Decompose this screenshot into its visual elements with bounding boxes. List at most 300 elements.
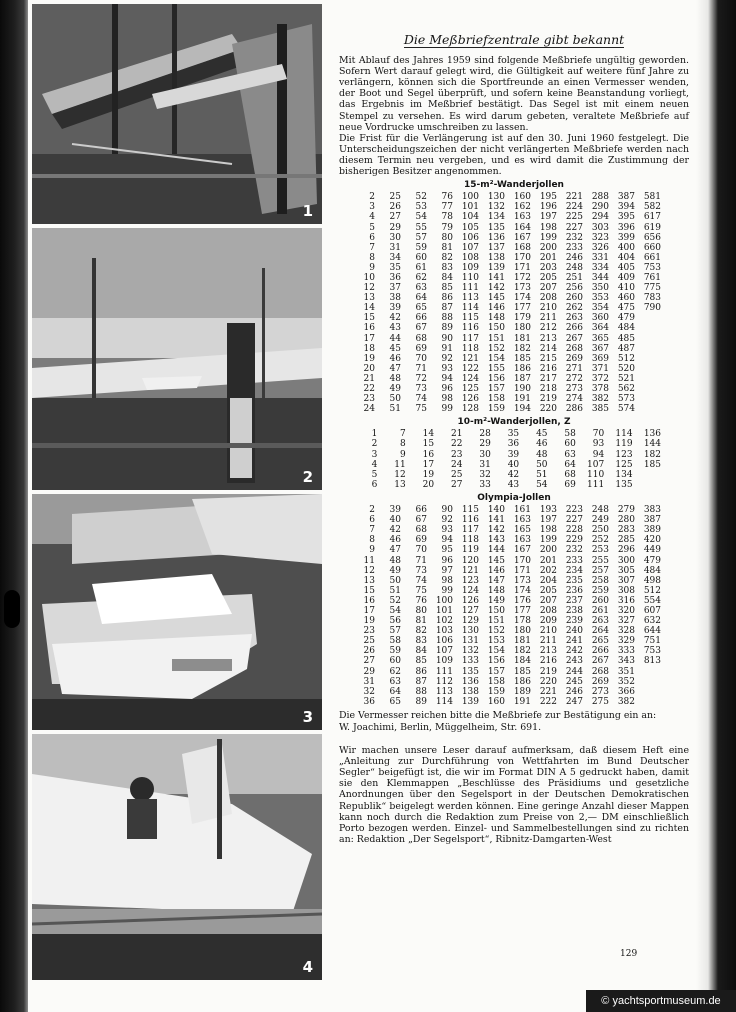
table-cell: 162 bbox=[513, 202, 531, 213]
table-cell: 157 bbox=[487, 666, 505, 677]
table-cell: 185 bbox=[513, 353, 531, 364]
table-cell: 6 bbox=[371, 479, 378, 490]
table-cell: 21 bbox=[450, 429, 463, 440]
table-cell: 259 bbox=[591, 585, 609, 596]
table-cell: 581 bbox=[643, 192, 661, 203]
table-cell: 127 bbox=[461, 605, 479, 616]
table-cell: 12 bbox=[363, 565, 375, 576]
table-cell: 498 bbox=[643, 575, 661, 586]
table-cell: 2 bbox=[369, 192, 375, 203]
table-cell: 193 bbox=[539, 505, 557, 516]
table-cell: 110 bbox=[587, 469, 605, 480]
table-row bbox=[349, 697, 661, 707]
table-cell: 131 bbox=[461, 636, 479, 647]
table-cell: 255 bbox=[591, 555, 609, 566]
table-cell: 271 bbox=[565, 363, 583, 374]
table-cell bbox=[633, 480, 661, 490]
table-cell bbox=[635, 344, 661, 354]
table-cell: 50 bbox=[389, 575, 401, 586]
table-cell: 174 bbox=[513, 585, 531, 596]
table-cell: 460 bbox=[617, 293, 635, 304]
table-cell: 63 bbox=[415, 283, 427, 294]
table-cell: 100 bbox=[435, 595, 453, 606]
table-row bbox=[349, 677, 661, 687]
table-cell: 148 bbox=[487, 585, 505, 596]
table-cell: 63 bbox=[564, 449, 576, 460]
table-cell: 171 bbox=[513, 262, 531, 273]
table-cell: 165 bbox=[513, 525, 531, 536]
table-cell: 60 bbox=[389, 656, 401, 667]
table-cell: 92 bbox=[441, 353, 453, 364]
table-cell: 660 bbox=[643, 242, 661, 253]
photo-2-image bbox=[32, 228, 322, 490]
table-cell: 24 bbox=[450, 459, 463, 470]
table-cell: 366 bbox=[617, 686, 635, 697]
table-cell: 92 bbox=[441, 515, 453, 526]
table-cell: 177 bbox=[513, 303, 531, 314]
table-cell: 16 bbox=[363, 323, 375, 334]
table-cell: 409 bbox=[617, 272, 635, 283]
table-row bbox=[349, 354, 661, 364]
table-cell: 240 bbox=[565, 626, 583, 637]
table-cell: 4 bbox=[369, 212, 375, 223]
table-cell: 35 bbox=[389, 262, 401, 273]
table-cell: 248 bbox=[565, 262, 583, 273]
table-cell: 205 bbox=[539, 585, 557, 596]
table-cell: 173 bbox=[513, 575, 531, 586]
table-cell: 186 bbox=[513, 676, 531, 687]
table-cell: 484 bbox=[617, 323, 635, 334]
table-cell: 69 bbox=[415, 535, 427, 546]
table-cell: 94 bbox=[441, 373, 453, 384]
table-cell: 36 bbox=[507, 439, 520, 450]
table-cell: 26 bbox=[363, 646, 375, 657]
table-cell: 139 bbox=[461, 696, 479, 707]
table-cell: 196 bbox=[539, 202, 557, 213]
table-cell: 29 bbox=[389, 222, 401, 233]
page-edge-shadow bbox=[696, 0, 736, 1012]
table-cell: 360 bbox=[591, 313, 609, 324]
table-cell: 383 bbox=[643, 505, 661, 516]
table-cell: 12 bbox=[394, 469, 406, 480]
table-cell: 133 bbox=[461, 656, 479, 667]
table-cell: 154 bbox=[487, 646, 505, 657]
table-cell: 214 bbox=[539, 343, 557, 354]
table-cell: 47 bbox=[389, 363, 401, 374]
table-cell: 112 bbox=[435, 676, 453, 687]
table-cell: 9 bbox=[369, 262, 375, 273]
table-cell: 163 bbox=[513, 515, 531, 526]
table-cell: 7 bbox=[369, 242, 375, 253]
table-row bbox=[349, 293, 661, 303]
table-cell: 115 bbox=[461, 505, 479, 516]
table-cell: 75 bbox=[415, 404, 427, 415]
table-cell: 135 bbox=[615, 479, 633, 490]
table-cell: 280 bbox=[617, 515, 635, 526]
table-cell: 307 bbox=[617, 575, 635, 586]
table-cell: 225 bbox=[565, 212, 583, 223]
table-cell: 326 bbox=[591, 242, 609, 253]
table-cell: 484 bbox=[643, 565, 661, 576]
table-cell: 35 bbox=[507, 429, 520, 440]
table-cell: 51 bbox=[389, 585, 401, 596]
table-cell: 93 bbox=[441, 525, 453, 536]
table-cell: 39 bbox=[507, 449, 520, 460]
table-cell: 57 bbox=[389, 626, 401, 637]
table-cell: 1 bbox=[371, 429, 378, 440]
table-cell: 70 bbox=[415, 353, 427, 364]
table-cell: 130 bbox=[487, 192, 505, 203]
table-cell: 138 bbox=[461, 686, 479, 697]
table-cell: 49 bbox=[389, 565, 401, 576]
table-cell: 18 bbox=[363, 343, 375, 354]
table-cell bbox=[635, 334, 661, 344]
table-row bbox=[349, 566, 661, 576]
table-cell: 64 bbox=[415, 293, 427, 304]
table-cell: 141 bbox=[487, 515, 505, 526]
table-cell: 145 bbox=[487, 293, 505, 304]
table-cell: 479 bbox=[643, 555, 661, 566]
table-cell: 751 bbox=[643, 636, 661, 647]
table-cell: 45 bbox=[536, 429, 548, 440]
table-cell: 16 bbox=[422, 449, 435, 460]
table-cell: 186 bbox=[513, 363, 531, 374]
table-cell: 123 bbox=[615, 449, 633, 460]
table-cell: 118 bbox=[461, 535, 479, 546]
table-cell: 81 bbox=[415, 616, 427, 627]
table-cell: 264 bbox=[591, 626, 609, 637]
table-cell: 157 bbox=[487, 384, 505, 394]
table-row bbox=[349, 687, 661, 697]
table-cell: 371 bbox=[591, 363, 609, 374]
table-cell: 296 bbox=[617, 545, 635, 556]
table-cell: 62 bbox=[415, 272, 427, 283]
table-cell: 161 bbox=[513, 505, 531, 516]
table-cell: 239 bbox=[565, 616, 583, 627]
table-cell: 244 bbox=[565, 666, 583, 677]
table-cell: 110 bbox=[461, 272, 479, 283]
table-cell: 167 bbox=[513, 232, 531, 243]
table-cell: 219 bbox=[539, 394, 557, 405]
table-cell: 251 bbox=[565, 272, 583, 283]
table-cell: 146 bbox=[487, 565, 505, 576]
table-cell: 141 bbox=[487, 272, 505, 283]
table-cell: 15 bbox=[422, 439, 435, 450]
table-cell: 30 bbox=[479, 449, 491, 460]
table-cell: 395 bbox=[617, 212, 635, 223]
table-cell: 107 bbox=[461, 242, 479, 253]
table-cell: 54 bbox=[536, 479, 548, 490]
table-cell: 69 bbox=[564, 479, 576, 490]
table-cell: 68 bbox=[415, 525, 427, 536]
table-cell bbox=[635, 313, 661, 323]
table-cell: 52 bbox=[389, 595, 401, 606]
table-cell: 285 bbox=[617, 535, 635, 546]
table-cell: 331 bbox=[591, 252, 609, 263]
table-cell: 775 bbox=[643, 283, 661, 294]
table-cell: 109 bbox=[435, 656, 453, 667]
table-row bbox=[349, 586, 661, 596]
table-cell: 7 bbox=[369, 525, 375, 536]
table-cell: 350 bbox=[591, 283, 609, 294]
photo-3-image bbox=[32, 494, 322, 730]
table-cell: 250 bbox=[591, 525, 609, 536]
table-row bbox=[349, 384, 661, 394]
table-cell: 142 bbox=[487, 525, 505, 536]
table-cell: 205 bbox=[539, 272, 557, 283]
table-cell: 154 bbox=[487, 353, 505, 364]
table-cell: 207 bbox=[539, 595, 557, 606]
table-cell: 211 bbox=[539, 313, 557, 324]
table-cell: 27 bbox=[363, 656, 375, 667]
table-cell: 191 bbox=[513, 394, 531, 405]
table-cell: 273 bbox=[565, 384, 583, 394]
table-cell: 132 bbox=[487, 202, 505, 213]
table-row bbox=[349, 606, 661, 616]
table-cell: 144 bbox=[643, 439, 661, 450]
table-cell: 150 bbox=[487, 605, 505, 616]
table-cell: 261 bbox=[591, 605, 609, 616]
table-cell: 135 bbox=[487, 222, 505, 233]
table-cell: 179 bbox=[513, 313, 531, 324]
article-title bbox=[339, 34, 689, 45]
table-cell: 222 bbox=[539, 696, 557, 707]
table-cell: 158 bbox=[487, 394, 505, 405]
table-cell: 219 bbox=[539, 666, 557, 677]
table-cell: 86 bbox=[441, 293, 453, 304]
binding-hole bbox=[4, 590, 20, 628]
table-row bbox=[349, 460, 661, 470]
table-cell: 151 bbox=[487, 333, 505, 344]
table-cell: 185 bbox=[643, 459, 661, 470]
table-cell: 33 bbox=[479, 479, 491, 490]
table-cell: 97 bbox=[441, 565, 453, 576]
table-cell: 260 bbox=[591, 595, 609, 606]
table-cell: 3 bbox=[369, 202, 375, 213]
table-cell: 60 bbox=[415, 252, 427, 263]
table-cell: 95 bbox=[441, 545, 453, 556]
table-cell: 364 bbox=[591, 323, 609, 334]
table-cell: 101 bbox=[435, 605, 453, 616]
table-cell: 129 bbox=[461, 616, 479, 627]
table-cell: 8 bbox=[399, 439, 406, 450]
table-cell: 108 bbox=[461, 252, 479, 263]
table-row bbox=[349, 192, 661, 202]
table-cell: 23 bbox=[450, 449, 463, 460]
article-deadline: Die Frist für die Verlängerung ist auf den 30. Juni 1960 festgelegt. Die Unterscheidungszeichen der nicht verlängerten Meßbriefe werden nach diesem Termin neu vergeben, und es wird damit die Zustimmung der bisherigen Besitzer angenommen. bbox=[339, 132, 689, 178]
table-cell: 172 bbox=[513, 272, 531, 283]
table-cell: 275 bbox=[591, 696, 609, 707]
table-cell: 9 bbox=[399, 449, 406, 460]
table-cell: 233 bbox=[565, 555, 583, 566]
table-cell: 67 bbox=[415, 515, 427, 526]
table-cell: 308 bbox=[617, 585, 635, 596]
table-cell: 42 bbox=[389, 313, 401, 324]
table-cell: 120 bbox=[461, 555, 479, 566]
table-cell: 13 bbox=[394, 479, 406, 490]
table-cell: 187 bbox=[513, 373, 531, 384]
table-cell: 36 bbox=[363, 696, 375, 707]
table-cell: 37 bbox=[389, 283, 401, 294]
table-row bbox=[349, 525, 661, 535]
table-cell: 233 bbox=[565, 242, 583, 253]
table-cell: 212 bbox=[539, 323, 557, 334]
photo-3 bbox=[32, 494, 322, 730]
table-cell: 88 bbox=[415, 686, 427, 697]
table-cell: 352 bbox=[617, 676, 635, 687]
table-cell: 211 bbox=[539, 636, 557, 647]
table-cell: 43 bbox=[389, 323, 401, 334]
table-cell: 365 bbox=[591, 333, 609, 344]
table-cell: 263 bbox=[591, 616, 609, 627]
table-cell: 14 bbox=[363, 303, 375, 314]
table-cell: 221 bbox=[539, 686, 557, 697]
table-cell: 399 bbox=[617, 232, 635, 243]
table-cell: 72 bbox=[415, 373, 427, 384]
table-row bbox=[349, 505, 661, 515]
table-cell: 23 bbox=[363, 626, 375, 637]
table-cell: 5 bbox=[369, 222, 375, 233]
table-cell: 75 bbox=[415, 585, 427, 596]
table-cell: 249 bbox=[591, 515, 609, 526]
table-cell: 173 bbox=[513, 283, 531, 294]
table-cell: 10 bbox=[363, 272, 375, 283]
table-cell: 19 bbox=[363, 353, 375, 364]
table-cell: 22 bbox=[450, 439, 463, 450]
table-cell: 106 bbox=[461, 232, 479, 243]
table-cell: 158 bbox=[487, 676, 505, 687]
table-row bbox=[349, 334, 661, 344]
table-cell: 265 bbox=[591, 636, 609, 647]
table-cell: 242 bbox=[565, 646, 583, 657]
table-cell: 32 bbox=[363, 686, 375, 697]
table-cell bbox=[635, 697, 661, 707]
table-cell: 94 bbox=[592, 449, 605, 460]
table-cell: 54 bbox=[389, 605, 401, 616]
table-row bbox=[349, 646, 661, 656]
table-cell: 149 bbox=[487, 595, 505, 606]
table-cell: 93 bbox=[592, 439, 605, 450]
table-cell: 143 bbox=[487, 535, 505, 546]
table-cell: 64 bbox=[564, 459, 576, 470]
table-cell: 31 bbox=[363, 676, 375, 687]
table-cell: 221 bbox=[565, 192, 583, 203]
table-cell: 83 bbox=[415, 636, 427, 647]
table-cell: 5 bbox=[371, 469, 378, 480]
table-cell bbox=[635, 677, 661, 687]
table-cell: 101 bbox=[461, 202, 479, 213]
table-cell: 176 bbox=[513, 595, 531, 606]
table-cell: 39 bbox=[389, 505, 401, 516]
table-cell: 115 bbox=[461, 313, 479, 324]
table-cell: 369 bbox=[591, 353, 609, 364]
table-cell: 185 bbox=[513, 666, 531, 677]
table-cell: 191 bbox=[513, 696, 531, 707]
table-cell: 2 bbox=[369, 505, 375, 516]
table-cell: 25 bbox=[450, 469, 463, 480]
table-cell: 263 bbox=[565, 313, 583, 324]
table-row bbox=[349, 470, 661, 480]
table-cell: 202 bbox=[539, 565, 557, 576]
table-cell: 47 bbox=[389, 545, 401, 556]
table-cell: 269 bbox=[565, 353, 583, 364]
table-row bbox=[349, 616, 661, 626]
table-cell: 343 bbox=[617, 656, 635, 667]
table-cell: 13 bbox=[363, 293, 375, 304]
table-cell: 85 bbox=[415, 656, 427, 667]
table-cell: 554 bbox=[643, 595, 661, 606]
table-cell: 266 bbox=[591, 646, 609, 657]
table-cell: 90 bbox=[441, 505, 453, 516]
table-cell: 387 bbox=[617, 192, 635, 203]
table-cell: 479 bbox=[617, 313, 635, 324]
table-row bbox=[349, 545, 661, 555]
table-cell: 117 bbox=[461, 525, 479, 536]
table-cell: 136 bbox=[461, 676, 479, 687]
table-row bbox=[349, 313, 661, 323]
table-cell: 753 bbox=[643, 646, 661, 657]
table-cell: 245 bbox=[565, 676, 583, 687]
photo-number: 3 bbox=[302, 708, 313, 726]
table-cell: 20 bbox=[422, 479, 435, 490]
table-cell: 46 bbox=[536, 439, 548, 450]
table-cell: 258 bbox=[591, 575, 609, 586]
table-cell: 3 bbox=[371, 449, 378, 460]
table-cell: 753 bbox=[643, 262, 661, 273]
table-cell: 288 bbox=[591, 192, 609, 203]
table-cell: 105 bbox=[461, 222, 479, 233]
table-cell: 163 bbox=[513, 212, 531, 223]
table-cell: 243 bbox=[565, 656, 583, 667]
table-cell: 171 bbox=[513, 565, 531, 576]
table-cell: 53 bbox=[415, 202, 427, 213]
table-cell: 66 bbox=[415, 505, 427, 516]
table-cell: 184 bbox=[513, 656, 531, 667]
table-cell: 216 bbox=[539, 363, 557, 374]
table-cell: 410 bbox=[617, 283, 635, 294]
table-cell: 58 bbox=[389, 636, 401, 647]
table-cell: 329 bbox=[617, 636, 635, 647]
table-cell: 57 bbox=[415, 232, 427, 243]
photo-number: 1 bbox=[302, 202, 313, 220]
table-cell: 124 bbox=[461, 373, 479, 384]
table-cell: 89 bbox=[441, 323, 453, 334]
table-cell: 290 bbox=[591, 202, 609, 213]
table-cell: 137 bbox=[487, 242, 505, 253]
table-cell: 144 bbox=[487, 545, 505, 556]
table-cell: 136 bbox=[643, 429, 661, 440]
table-cell: 167 bbox=[513, 545, 531, 556]
table-cell: 267 bbox=[565, 333, 583, 344]
table-cell: 327 bbox=[617, 616, 635, 627]
table-cell: 43 bbox=[507, 479, 520, 490]
table-cell: 15 bbox=[363, 585, 375, 596]
table-cell: 260 bbox=[565, 293, 583, 304]
table-cell: 19 bbox=[363, 616, 375, 627]
table-cell: 181 bbox=[513, 636, 531, 647]
table-cell: 48 bbox=[389, 555, 401, 566]
table-cell: 213 bbox=[539, 333, 557, 344]
table-cell: 119 bbox=[615, 439, 633, 450]
table-cell: 248 bbox=[591, 505, 609, 516]
table-cell: 31 bbox=[479, 459, 491, 470]
table-cell: 323 bbox=[591, 232, 609, 243]
table-cell: 156 bbox=[487, 656, 505, 667]
table-cell: 70 bbox=[415, 545, 427, 556]
page-number: 129 bbox=[620, 949, 638, 959]
table-cell: 28 bbox=[479, 429, 491, 440]
table-row bbox=[349, 283, 661, 293]
